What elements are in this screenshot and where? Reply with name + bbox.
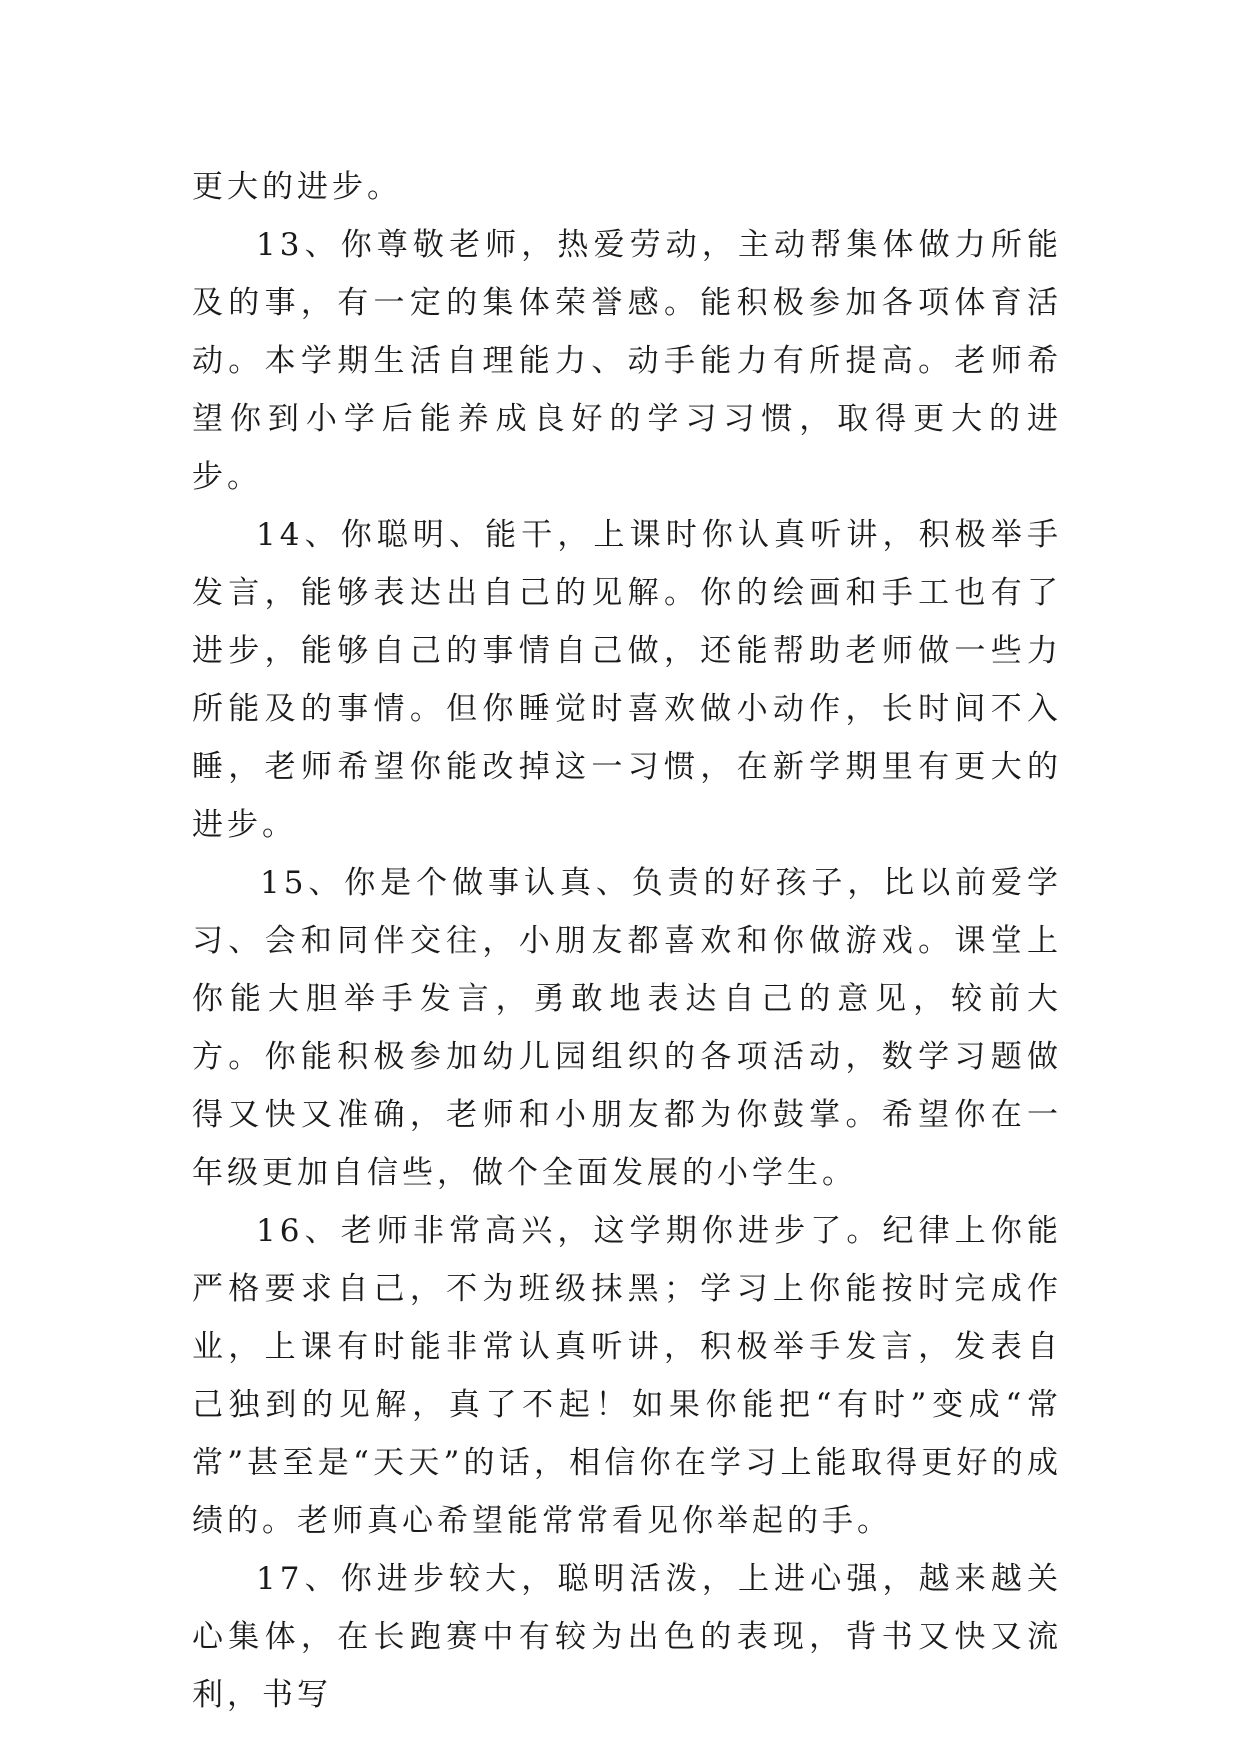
document-body — [192, 158, 1062, 1724]
paragraph-continuation: 更大的进步。 — [192, 169, 402, 205]
paragraph-comment-15: 15、你是个做事认真、负责的好孩子，比以前爱学习、会和同伴交往，小朋友都喜欢和你做游戏。课堂上你能大胆举手发言，勇敢地表达自己的意见，较前大方。你能积极参加幼儿园组织的各项活动，数学习题做得又快又准确，老师和小朋友都为你鼓掌。希望你在一年级更加自信些，做个全面发展的小学生。 — [192, 865, 1062, 1191]
paragraph-comment-17: 17、你进步较大，聪明活泼，上进心强，越来越关心集体，在长跑赛中有较为出色的表现，背书又快又流利，书写 — [192, 1561, 1062, 1713]
paragraph-comment-16: 16、老师非常高兴，这学期你进步了。纪律上你能严格要求自己，不为班级抹黑；学习上你能按时完成作业，上课有时能非常认真听讲，积极举手发言，发表自己独到的见解，真了不起！如果你能把“有时”变成“常常”甚至是“天天”的话，相信你在学习上能取得更好的成绩的。老师真心希望能常常看见你举起的手。 — [192, 1213, 1062, 1539]
paragraph-comment-13: 13、你尊敬老师，热爱劳动，主动帮集体做力所能及的事，有一定的集体荣誉感。能积极参加各项体育活动。本学期生活自理能力、动手能力有所提高。老师希望你到小学后能养成良好的学习习惯，取得更大的进步。 — [192, 227, 1062, 495]
paragraph-comment-14: 14、你聪明、能干，上课时你认真听讲，积极举手发言，能够表达出自己的见解。你的绘画和手工也有了进步，能够自己的事情自己做，还能帮助老师做一些力所能及的事情。但你睡觉时喜欢做小动作，长时间不入睡，老师希望你能改掉这一习惯，在新学期里有更大的进步。 — [192, 517, 1062, 843]
